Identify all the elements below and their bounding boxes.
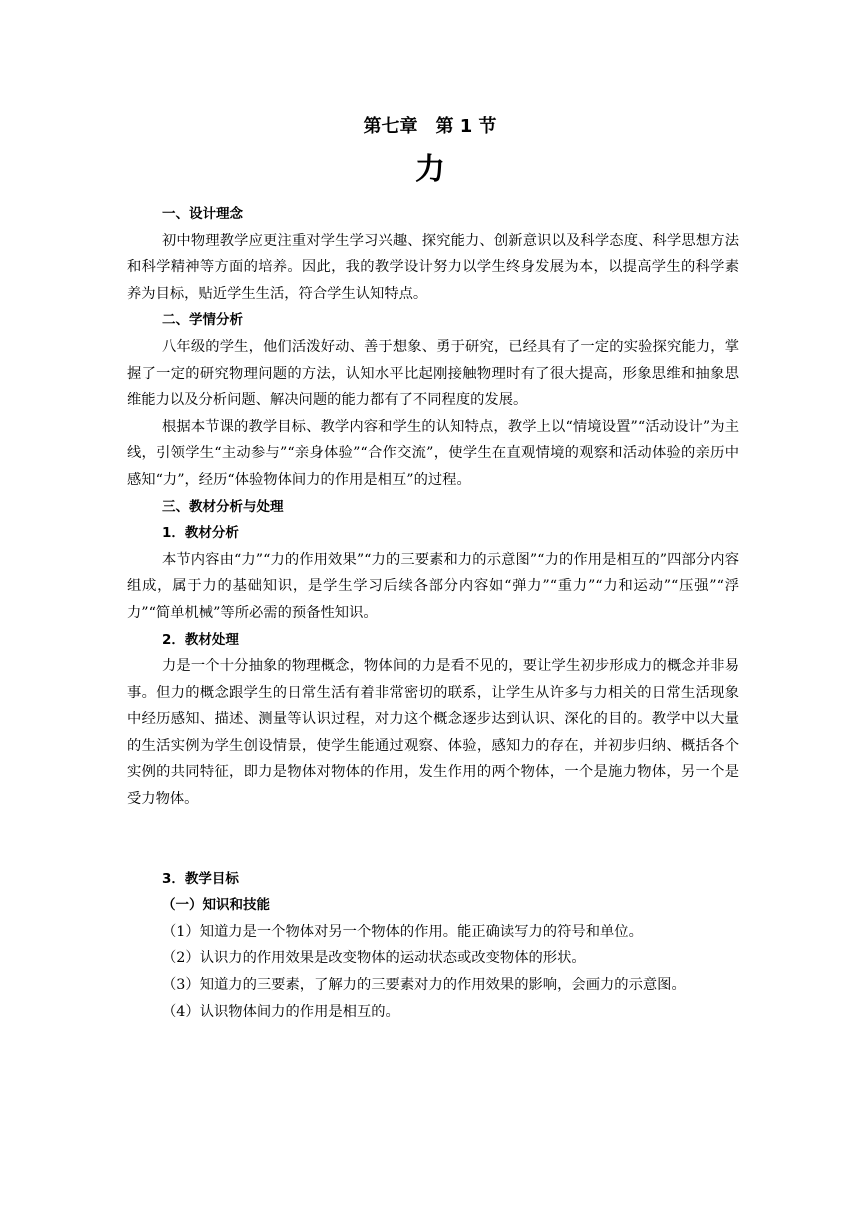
list-item: （2）认识力的作用效果是改变物体的运动状态或改变物体的形状。 (162, 950, 586, 967)
goals-heading-knowledge-skills: （一）知识和技能 (162, 897, 270, 914)
section-heading-learner-analysis: 二、学情分析 (162, 312, 243, 329)
paragraph: 八年级的学生，他们活泼好动、善于想象、勇于研究，已经具有了一定的实验探究能力，掌握了一定的研究物理问题的方法，认知水平比起刚接触物理时有了很大提高，形象思维和抽象思维能力以及分析问题、解决问题的能力都有了不同程度的发展。 (127, 338, 739, 409)
paragraph: 根据本节课的教学目标、教学内容和学生的认知特点，教学上以“情境设置”“活动设计”为主线，引领学生“主动参与”“亲身体验”“合作交流”，使学生在直观情境的观察和活动体验的亲历中感知“力”，经历“体验物体间力的作用是相互”的过程。 (127, 418, 739, 488)
paragraph: 力是一个十分抽象的物理概念，物体间的力是看不见的，要让学生初步形成力的概念并非易事。但力的概念跟学生的日常生活有着非常密切的联系，让学生从许多与力相关的日常生活现象中经历感知、描述、测量等认识过程，对力这个概念逐步达到认识、深化的目的。教学中以大量的生活实例为学生创设情景，使学生能通过观察、体验，感知力的存在，并初步归纳、概括各个实例的共同特征，即力是物体对物体的作用，发生作用的两个物体，一个是施力物体，另一个是受力物体。 (127, 658, 739, 808)
document-body (127, 201, 739, 1025)
chapter-heading: 第七章 第 1 节 (363, 116, 497, 137)
paragraph: 本节内容由“力”“力的作用效果”“力的三要素和力的示意图”“力的作用是相互的”四部分内容组成，属于力的基础知识，是学生学习后续各部分内容如“弹力”“重力”“力和运动”“压强”“浮力”“简单机械”等所必需的预备性知识。 (127, 551, 739, 621)
list-item: （4）认识物体间力的作用是相互的。 (162, 1003, 400, 1020)
paragraph: 初中物理教学应更注重对学生学习兴趣、探究能力、创新意识以及科学态度、科学思想方法和科学精神等方面的培养。因此，我的教学设计努力以学生终身发展为本，以提高学生的科学素养为目标，贴近学生生活，符合学生认知特点。 (127, 232, 739, 302)
section-heading-design-concept: 一、设计理念 (162, 206, 243, 222)
subsection-heading-textbook-analysis: 1．教材分析 (162, 525, 239, 542)
blank-space (127, 813, 739, 866)
subsection-heading-textbook-processing: 2．教材处理 (162, 631, 239, 648)
list-item: （3）知道力的三要素，了解力的三要素对力的作用效果的影响，会画力的示意图。 (162, 977, 686, 994)
page-title: 力 (415, 152, 445, 187)
section-heading-textbook-analysis: 三、教材分析与处理 (162, 498, 284, 515)
subsection-heading-teaching-goals: 3．教学目标 (162, 870, 239, 887)
list-item: （1）知道力是一个物体对另一个物体的作用。能正确读写力的符号和单位。 (162, 923, 643, 940)
